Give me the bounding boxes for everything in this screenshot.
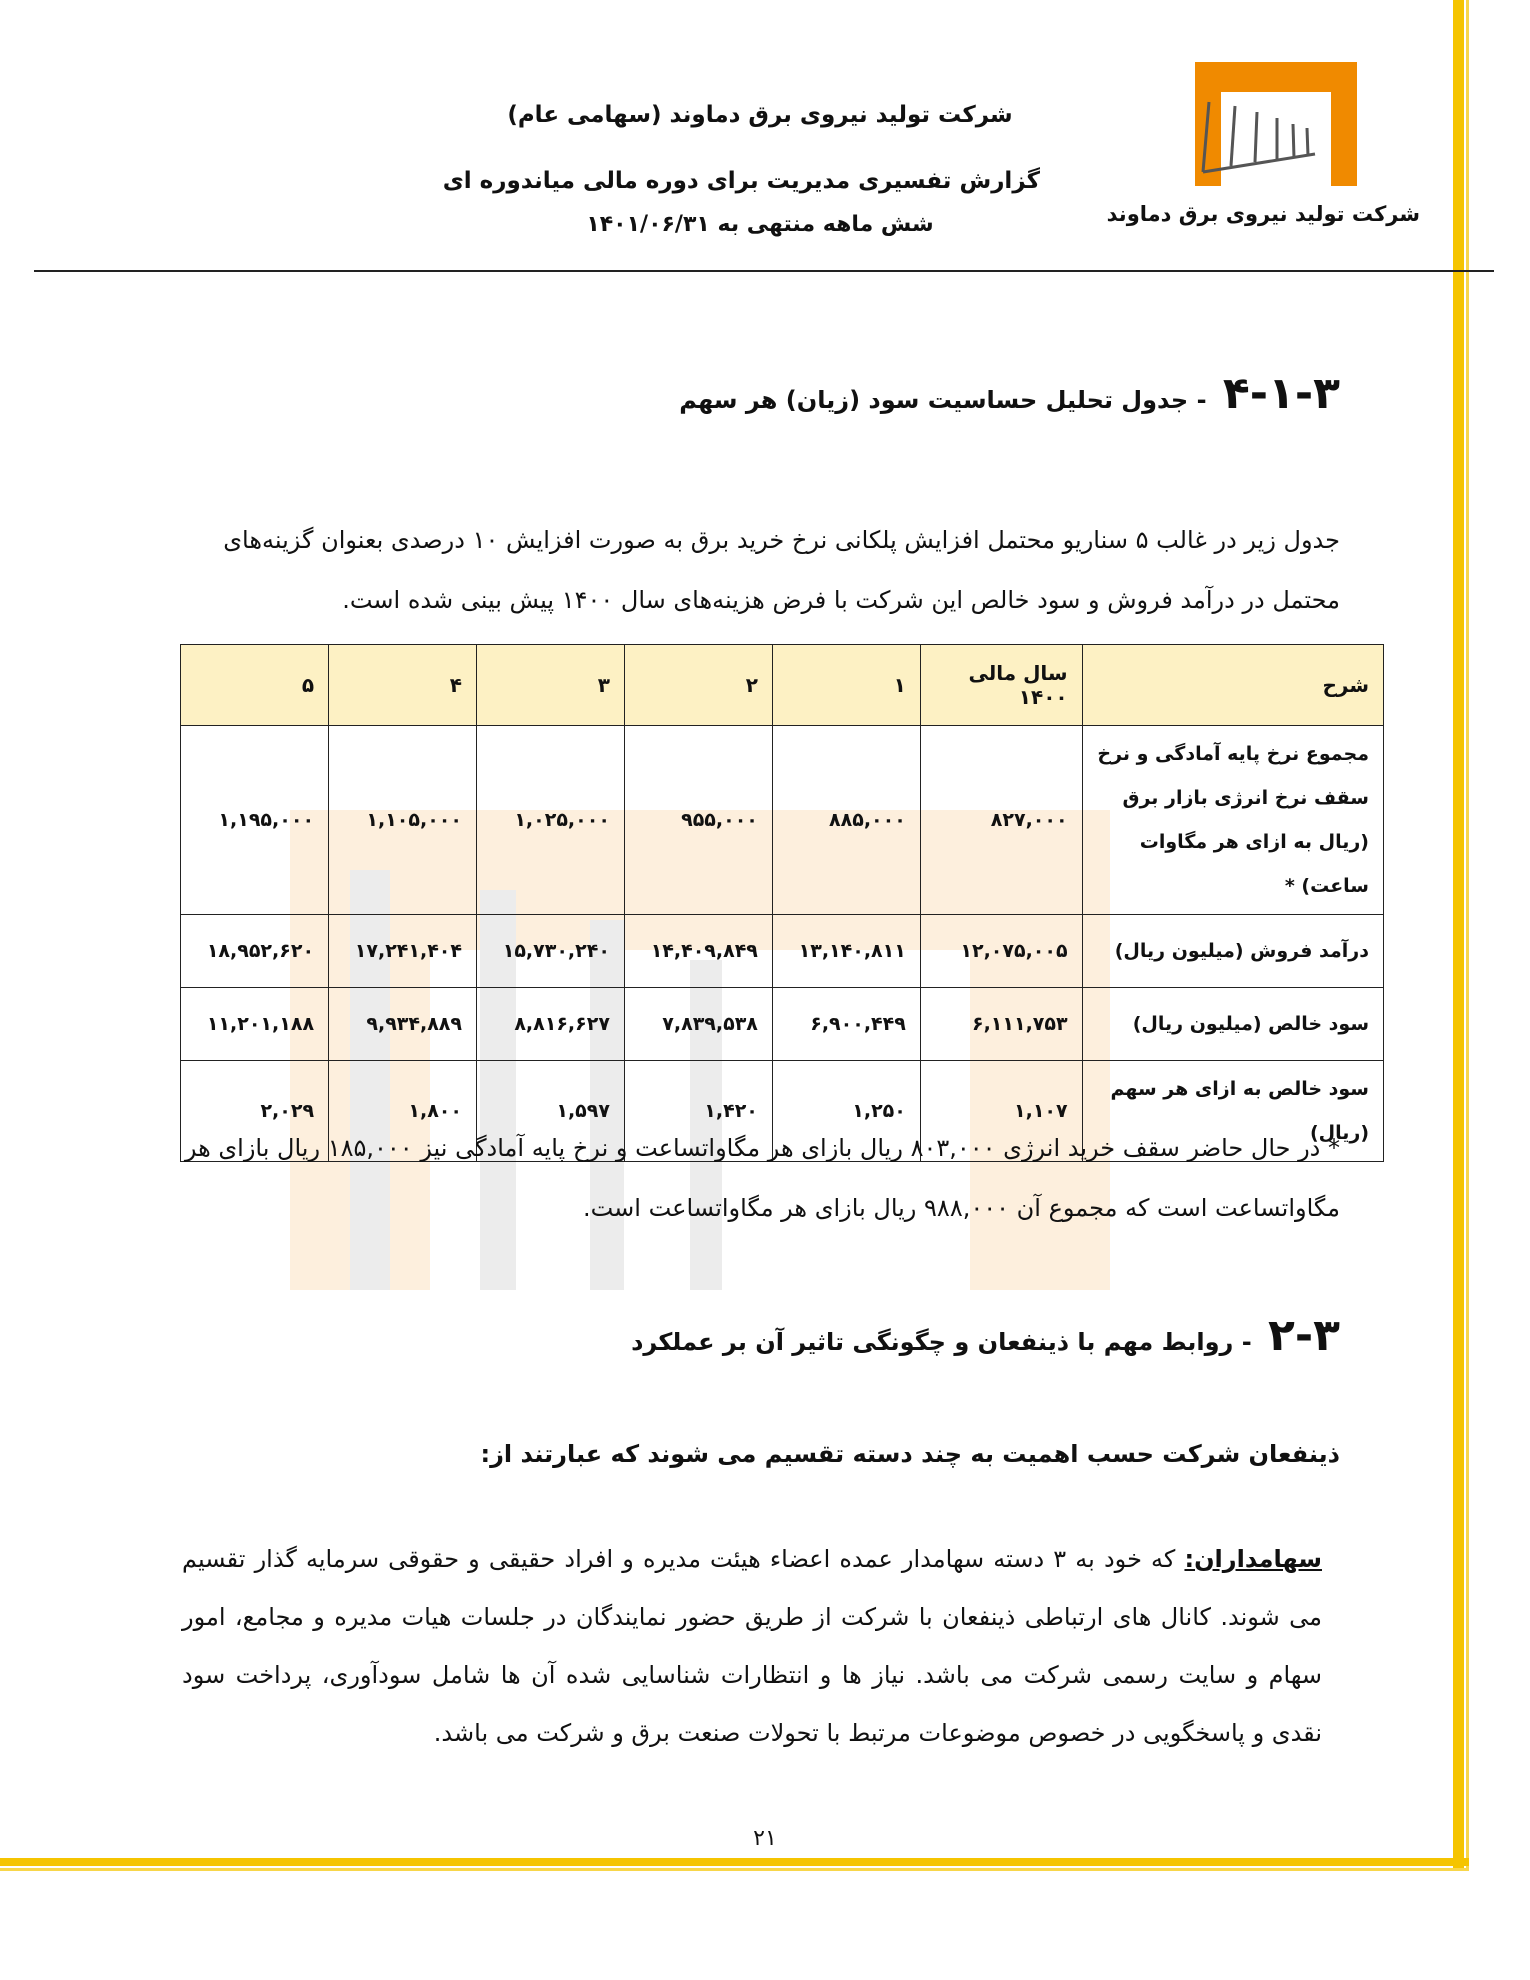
- page-number: ۲۱: [753, 1826, 777, 1851]
- header-cell: ۱: [772, 645, 920, 726]
- company-logo: [1195, 62, 1357, 186]
- table-header-row: [181, 645, 1384, 726]
- row-label: درآمد فروش (میلیون ریال): [1082, 915, 1383, 988]
- table-cell: ۸,۸۱۶,۶۲۷: [477, 988, 625, 1061]
- table-cell: ۱,۵۹۷: [477, 1061, 625, 1162]
- table-row: [181, 988, 1384, 1061]
- shareholders-term: سهامداران:: [1184, 1545, 1322, 1573]
- table-cell: ۱۷,۲۴۱,۴۰۴: [329, 915, 477, 988]
- table-cell: ۱۲,۰۷۵,۰۰۵: [920, 915, 1082, 988]
- table-cell: ۱,۴۲۰: [624, 1061, 772, 1162]
- row-label: سود خالص به ازای هر سهم (ریال): [1082, 1061, 1383, 1162]
- header-divider: [34, 270, 1494, 272]
- table-cell: ۶,۹۰۰,۴۴۹: [772, 988, 920, 1061]
- page-frame-right: [1453, 0, 1464, 1870]
- header-cell: ۲: [624, 645, 772, 726]
- header-cell: شرح: [1082, 645, 1383, 726]
- table-cell: ۱,۲۵۰: [772, 1061, 920, 1162]
- header-cell: ۴: [329, 645, 477, 726]
- section-title-stakeholders: [631, 1310, 1340, 1361]
- table-cell: ۱,۰۲۵,۰۰۰: [477, 726, 625, 915]
- section-number: ۲-۳: [1268, 1310, 1340, 1361]
- company-name: شرکت تولید نیروی برق دماوند (سهامی عام): [507, 102, 1013, 128]
- section-title-sensitivity: [679, 368, 1340, 419]
- header-cell: ۳: [477, 645, 625, 726]
- table-cell: ۲,۰۲۹: [181, 1061, 329, 1162]
- table-cell: ۱,۱۰۷: [920, 1061, 1082, 1162]
- table-footnote: * در حال حاضر سقف خرید انرژی ۸۰۳,۰۰۰ ریال بازای هر مگاواتساعت و نرخ پایه آمادگی نیز ۱۸۵,۰۰۰ ریال بازای هر مگاواتساعت است که مجموع آن ۹۸۸,۰۰۰ ریال بازای هر مگاواتساعت است.: [184, 1134, 1340, 1222]
- page-frame-bottom: [0, 1858, 1469, 1866]
- logo-caption: شرکت تولید نیروی برق دماوند: [1106, 202, 1420, 226]
- section-title-text: روابط مهم با ذینفعان و چگونگی تاثیر آن بر عملکرد: [631, 1328, 1234, 1356]
- table-cell: ۶,۱۱۱,۷۵۳: [920, 988, 1082, 1061]
- report-title: گزارش تفسیری مدیریت برای دوره مالی میاندوره ای: [442, 168, 1040, 194]
- table-cell: ۱,۱۹۵,۰۰۰: [181, 726, 329, 915]
- section-dash: -: [1241, 1328, 1252, 1356]
- table-cell: ۱۳,۱۴۰,۸۱۱: [772, 915, 920, 988]
- row-label: مجموع نرخ پایه آمادگی و نرخ سقف نرخ انرژی بازار برق (ریال به ازای هر مگاوات ساعت) *: [1082, 726, 1383, 915]
- header-cell: ۵: [181, 645, 329, 726]
- table-row: [181, 915, 1384, 988]
- section-title-text: جدول تحلیل حساسیت سود (زیان) هر سهم: [679, 386, 1189, 414]
- shareholders-body: که خود به ۳ دسته سهامدار عمده اعضاء هیئت مدیره و افراد حقیقی و حقوقی سرمایه گذار تقسیم می شوند. کانال های ارتباطی ذینفعان با شرکت از طریق حضور نمایندگان در جلسات هیات مدیره و مجامع، امور سهام و سایت رسمی شرکت می باشد. نیاز ها و انتظارات شناسایی شده آن ها شامل سودآوری، پرداخت سود نقدی و پاسخگویی در خصوص موضوعات مرتبط با تحولات صنعت برق و شرکت می باشد.: [182, 1545, 1322, 1747]
- table-cell: ۸۸۵,۰۰۰: [772, 726, 920, 915]
- table-row: [181, 726, 1384, 915]
- intro-paragraph: جدول زیر در غالب ۵ سناریو محتمل افزایش پلکانی نرخ خرید برق به صورت افزایش ۱۰ درصدی بعنوان گزینه‌های محتمل در درآمد فروش و سود خالص این شرکت با فرض هزینه‌های سال ۱۴۰۰ پیش بینی شده است.: [223, 526, 1340, 614]
- shareholders-paragraph: [182, 1530, 1322, 1762]
- page-frame-right-inner: [1466, 0, 1469, 1870]
- table-cell: ۱۸,۹۵۲,۶۲۰: [181, 915, 329, 988]
- table-cell: ۱۴,۴۰۹,۸۴۹: [624, 915, 772, 988]
- table-cell: ۱,۸۰۰: [329, 1061, 477, 1162]
- section-number: ۴-۱-۳: [1222, 368, 1340, 419]
- table-cell: ۱,۱۰۵,۰۰۰: [329, 726, 477, 915]
- table-cell: ۹۵۵,۰۰۰: [624, 726, 772, 915]
- table-cell: ۸۲۷,۰۰۰: [920, 726, 1082, 915]
- header-cell: سال مالی ۱۴۰۰: [920, 645, 1082, 726]
- table-cell: ۱۵,۷۳۰,۲۴۰: [477, 915, 625, 988]
- table-cell: ۹,۹۳۴,۸۸۹: [329, 988, 477, 1061]
- table-cell: ۱۱,۲۰۱,۱۸۸: [181, 988, 329, 1061]
- row-label: سود خالص (میلیون ریال): [1082, 988, 1383, 1061]
- table-cell: ۷,۸۳۹,۵۳۸: [624, 988, 772, 1061]
- stakeholders-lead: ذینفعان شرکت حسب اهمیت به چند دسته تقسیم می شوند که عبارتند از:: [480, 1440, 1340, 1468]
- sensitivity-table: [180, 644, 1384, 1162]
- section-dash: -: [1196, 386, 1207, 414]
- page-frame-bottom-inner: [0, 1868, 1469, 1871]
- report-period: شش ماهه منتهی به ۱۴۰۱/۰۶/۳۱: [586, 212, 934, 237]
